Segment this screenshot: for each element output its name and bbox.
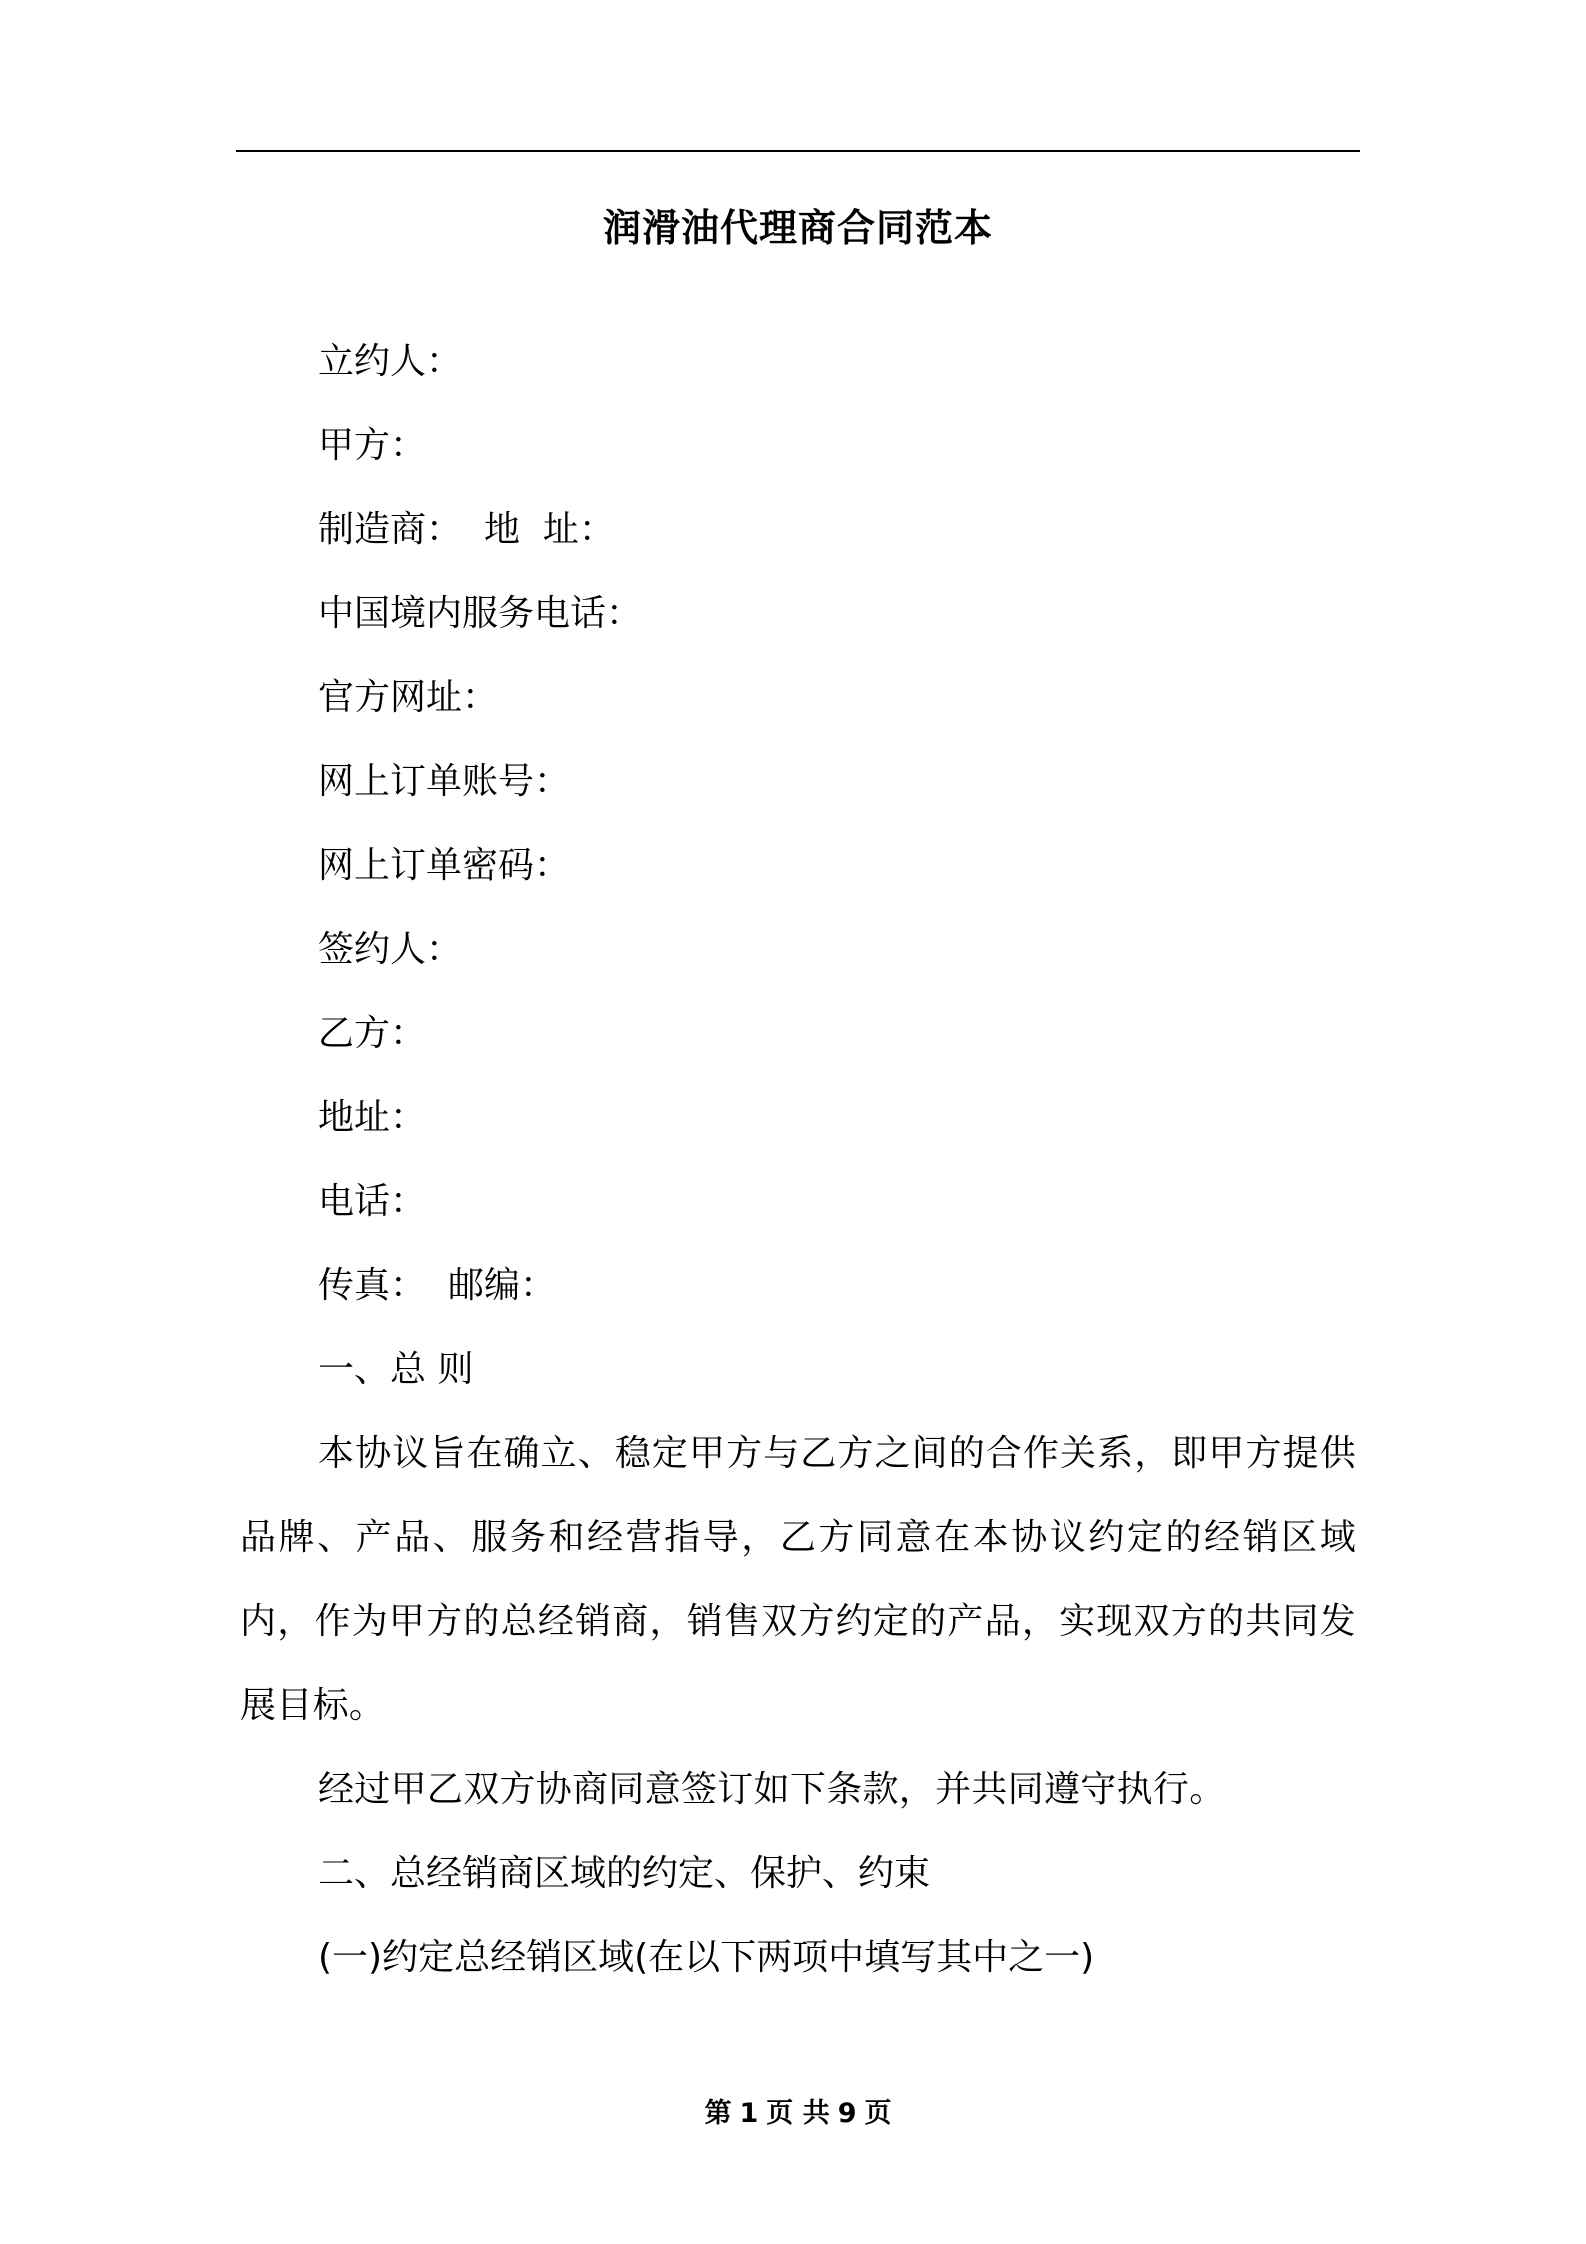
order-password-label: 网上订单密码：: [318, 845, 571, 886]
postcode-label: 邮编：: [448, 1265, 557, 1306]
address-a-label: 地 址：: [484, 509, 615, 550]
page-label-prefix: 第: [704, 2098, 732, 2129]
region-heading: [240, 1832, 1356, 1916]
total-pages-number: 9: [837, 2098, 857, 2129]
document-body: [240, 320, 1356, 2000]
page-footer: [236, 2094, 1360, 2134]
order-password-line: [240, 824, 1356, 908]
contract-party-line: [240, 320, 1356, 404]
general-heading-text: 一、总 则: [318, 1349, 474, 1390]
party-b-line: [240, 992, 1356, 1076]
contract-party-label: 立约人：: [318, 341, 463, 382]
region-subheading-text: (一)约定总经销区域(在以下两项中填写其中之一): [318, 1937, 1095, 1978]
agreement-paragraph: 经过甲乙双方协商同意签订如下条款，并共同遵守执行。: [318, 1769, 1226, 1810]
fax-label: 传真：: [318, 1265, 427, 1306]
signatory-line: [240, 908, 1356, 992]
current-page-number: 1: [739, 2098, 759, 2129]
signatory-label: 签约人：: [318, 929, 463, 970]
region-subheading: [240, 1916, 1356, 2000]
fax-postcode-line: [240, 1244, 1356, 1328]
party-b-label: 乙方：: [318, 1013, 427, 1054]
address-b-line: [240, 1076, 1356, 1160]
order-account-label: 网上订单账号：: [318, 761, 571, 802]
general-paragraph: 本协议旨在确立、稳定甲方与乙方之间的合作关系，即甲方提供品牌、产品、服务和经营指导，乙方同意在本协议约定的经销区域内，作为甲方的总经销商，销售双方约定的产品，实现双方的共同发展目标。: [240, 1433, 1356, 1726]
region-heading-text: 二、总经销商区域的约定、保护、约束: [318, 1853, 931, 1894]
website-line: [240, 656, 1356, 740]
website-label: 官方网址：: [318, 677, 499, 718]
phone-label: 电话：: [318, 1181, 427, 1222]
document-title: 润滑油代理商合同范本: [602, 206, 993, 250]
address-b-label: 地址：: [318, 1097, 427, 1138]
party-a-line: [240, 404, 1356, 488]
manufacturer-line: [240, 488, 1356, 572]
page-label-mid: 页 共: [766, 2098, 830, 2129]
header-rule: [236, 150, 1360, 152]
service-phone-line: [240, 572, 1356, 656]
phone-line: [240, 1160, 1356, 1244]
general-heading: [240, 1328, 1356, 1412]
manufacturer-label: 制造商：: [318, 509, 463, 550]
page-label-suffix: 页: [864, 2098, 892, 2129]
party-a-label: 甲方：: [318, 425, 427, 466]
service-phone-label: 中国境内服务电话：: [318, 593, 643, 634]
order-account-line: [240, 740, 1356, 824]
